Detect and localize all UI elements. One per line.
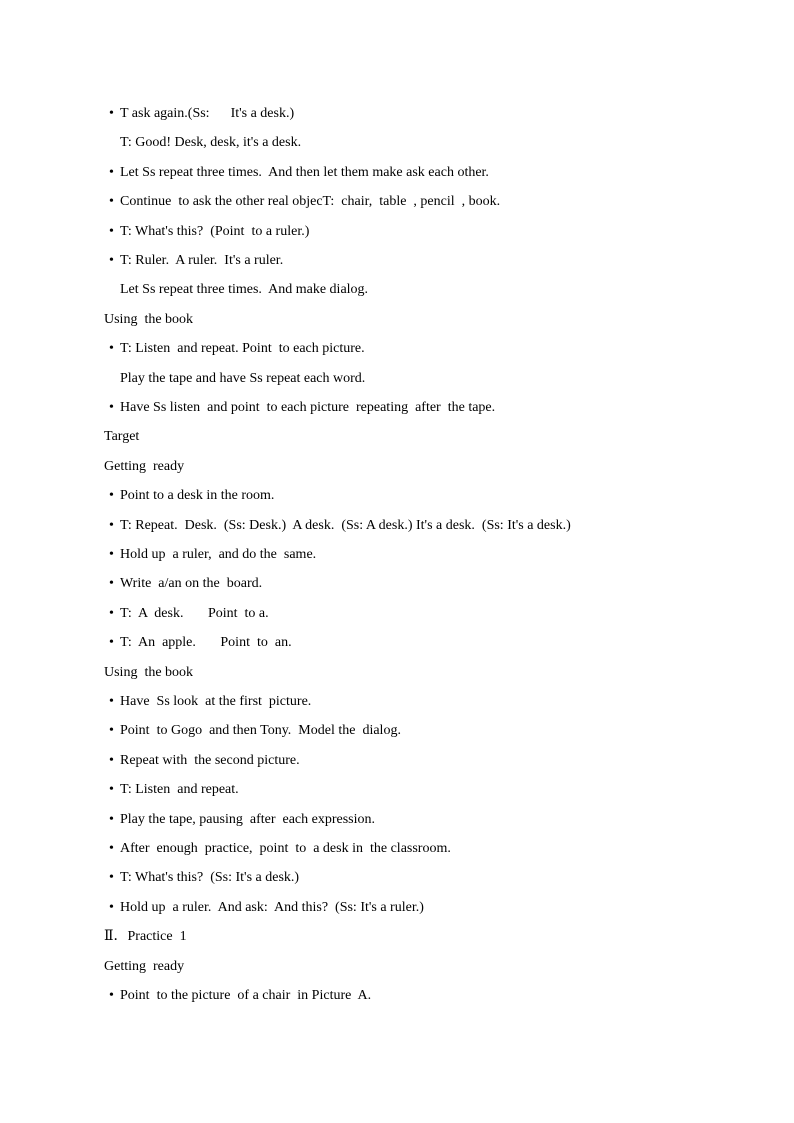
section-heading <box>0 427 794 447</box>
bullet-icon: • <box>109 812 114 827</box>
bullet-item <box>0 163 794 183</box>
bullet-item <box>0 545 794 565</box>
continuation-text: Let Ss repeat three times. And make dialog. <box>120 282 369 297</box>
bullet-item <box>0 986 794 1006</box>
bullet-icon: • <box>109 988 114 1003</box>
bullet-icon: • <box>109 841 114 856</box>
bullet-item <box>0 574 794 594</box>
bullet-item <box>0 516 794 536</box>
bullet-text: T: What's this? (Point to a ruler.) <box>120 224 310 239</box>
bullet-icon: • <box>109 224 114 239</box>
bullet-text: Hold up a ruler. And ask: And this? (Ss: It's a ruler.) <box>120 900 424 915</box>
bullet-item <box>0 868 794 888</box>
bullet-item <box>0 751 794 771</box>
bullet-icon: • <box>109 488 114 503</box>
continuation-line <box>0 280 794 300</box>
continuation-text: Play the tape and have Ss repeat each word. <box>120 371 366 386</box>
bullet-icon: • <box>109 576 114 591</box>
section-heading-text: Ⅱ．Practice 1 <box>104 929 187 944</box>
bullet-icon: • <box>109 106 114 121</box>
section-heading <box>0 927 794 947</box>
bullet-text: T ask again.(Ss: It's a desk.) <box>120 106 295 121</box>
bullet-text: T: Listen and repeat. <box>120 782 239 797</box>
bullet-text: T: Listen and repeat. Point to each picture. <box>120 341 365 356</box>
section-heading <box>0 663 794 683</box>
bullet-icon: • <box>109 165 114 180</box>
section-heading-text: Using the book <box>104 665 194 680</box>
bullet-icon: • <box>109 782 114 797</box>
bullet-icon: • <box>109 194 114 209</box>
bullet-text: T: Ruler. A ruler. It's a ruler. <box>120 253 284 268</box>
bullet-text: T: A desk. Point to a. <box>120 606 269 621</box>
bullet-text: Write a/an on the board. <box>120 576 263 591</box>
bullet-text: Have Ss listen and point to each picture repeating after the tape. <box>120 400 496 415</box>
bullet-text: T: Repeat. Desk. (Ss: Desk.) A desk. (Ss: A desk.) It's a desk. (Ss: It's a desk.) <box>120 518 571 533</box>
continuation-text: T: Good! Desk, desk, it's a desk. <box>120 135 302 150</box>
bullet-text: Repeat with the second picture. <box>120 753 300 768</box>
bullet-item <box>0 898 794 918</box>
bullet-text: T: What's this? (Ss: It's a desk.) <box>120 870 300 885</box>
bullet-item <box>0 839 794 859</box>
bullet-icon: • <box>109 635 114 650</box>
section-heading-text: Target <box>104 429 140 444</box>
section-heading <box>0 957 794 977</box>
bullet-icon: • <box>109 753 114 768</box>
bullet-item <box>0 633 794 653</box>
section-heading <box>0 457 794 477</box>
bullet-item <box>0 222 794 242</box>
bullet-item <box>0 486 794 506</box>
section-heading-text: Getting ready <box>104 959 185 974</box>
bullet-item <box>0 692 794 712</box>
bullet-icon: • <box>109 341 114 356</box>
bullet-icon: • <box>109 547 114 562</box>
bullet-icon: • <box>109 253 114 268</box>
bullet-text: After enough practice, point to a desk in the classroom. <box>120 841 451 856</box>
bullet-item <box>0 604 794 624</box>
section-heading-text: Getting ready <box>104 459 185 474</box>
section-heading-text: Using the book <box>104 312 194 327</box>
bullet-item <box>0 104 794 124</box>
bullet-item <box>0 780 794 800</box>
bullet-icon: • <box>109 723 114 738</box>
bullet-text: Continue to ask the other real objecT: chair, table , pencil , book. <box>120 194 501 209</box>
bullet-text: Hold up a ruler, and do the same. <box>120 547 317 562</box>
bullet-icon: • <box>109 518 114 533</box>
bullet-icon: • <box>109 900 114 915</box>
bullet-icon: • <box>109 606 114 621</box>
bullet-text: Point to a desk in the room. <box>120 488 275 503</box>
bullet-item <box>0 192 794 212</box>
bullet-item <box>0 251 794 271</box>
section-heading <box>0 310 794 330</box>
bullet-item <box>0 339 794 359</box>
bullet-text: Have Ss look at the first picture. <box>120 694 312 709</box>
bullet-item <box>0 721 794 741</box>
bullet-text: Play the tape, pausing after each expression. <box>120 812 376 827</box>
bullet-item <box>0 810 794 830</box>
bullet-text: Let Ss repeat three times. And then let them make ask each other. <box>120 165 489 180</box>
continuation-line <box>0 133 794 153</box>
bullet-text: Point to Gogo and then Tony. Model the dialog. <box>120 723 401 738</box>
bullet-text: T: An apple. Point to an. <box>120 635 292 650</box>
bullet-item <box>0 398 794 418</box>
continuation-line <box>0 369 794 389</box>
bullet-text: Point to the picture of a chair in Picture A. <box>120 988 372 1003</box>
bullet-icon: • <box>109 870 114 885</box>
bullet-icon: • <box>109 694 114 709</box>
bullet-icon: • <box>109 400 114 415</box>
